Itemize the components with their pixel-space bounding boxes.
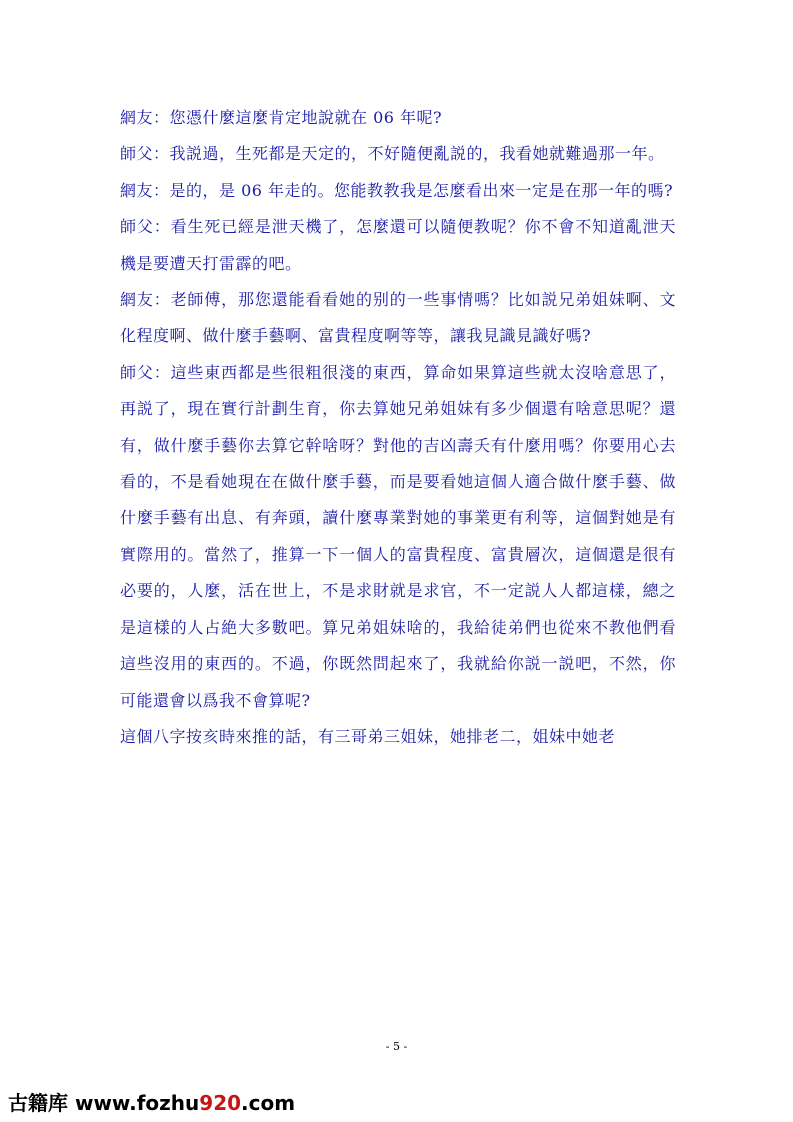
body-text [120, 100, 676, 755]
paragraph-3: 網友：是的，是 06 年走的。您能教教我是怎麼看出來一定是在那一年的嗎? [120, 180, 674, 200]
paragraph-7: 這個八字按亥時來推的話，有三哥弟三姐妹，她排老二，姐妹中她老 [120, 726, 616, 746]
paragraph-4: 師父：看生死已經是泄天機了，怎麼還可以隨便教呢？你不會不知道亂泄天機是要遭天打雷霹的吧。 [120, 217, 676, 273]
page-number: - 5 - [385, 1040, 408, 1053]
watermark-suffix: .com [241, 1091, 296, 1115]
watermark-accent: 920 [199, 1091, 242, 1115]
watermark-prefix: 古籍库 www.fozhu [8, 1091, 200, 1115]
paragraph-6: 師父：這些東西都是些很粗很淺的東西，算命如果算這些就太沒啥意思了，再説了，現在實行計劃生育，你去算她兄弟姐妹有多少個還有啥意思呢？還有，做什麼手藝你去算它幹啥呀？對他的吉凶壽夭有什麼用嗎？你要用心去看的，不是看她現在在做什麼手藝，而是要看她這個人適合做什麼手藝、做什麼手藝有出息、有奔頭，讀什麼專業對她的事業更有利等，這個對她是有實際用的。當然了，推算一下一個人的富貴程度、富貴層次，這個還是很有必要的，人麼，活在世上，不是求財就是求官，不一定説人人都這樣，總之是這樣的人占絶大多數吧。算兄弟姐妹啥的，我給徒弟們也從來不教他們看這些沒用的東西的。不過，你既然問起來了，我就給你説一説吧，不然，你可能還會以爲我不會算呢? [120, 362, 676, 710]
site-watermark [8, 1087, 295, 1116]
paragraph-1: 網友：您憑什麼這麼肯定地說就在 06 年呢? [120, 108, 443, 127]
paragraph-5: 網友：老師傅，那您還能看看她的别的一些事情嗎？比如説兄弟姐妹啊、文化程度啊、做什麼手藝啊、富貴程度啊等等，讓我見識見識好嗎? [120, 290, 676, 346]
paragraph-2: 師父：我説過，生死都是天定的，不好隨便亂説的，我看她就難過那一年。 [120, 144, 665, 164]
